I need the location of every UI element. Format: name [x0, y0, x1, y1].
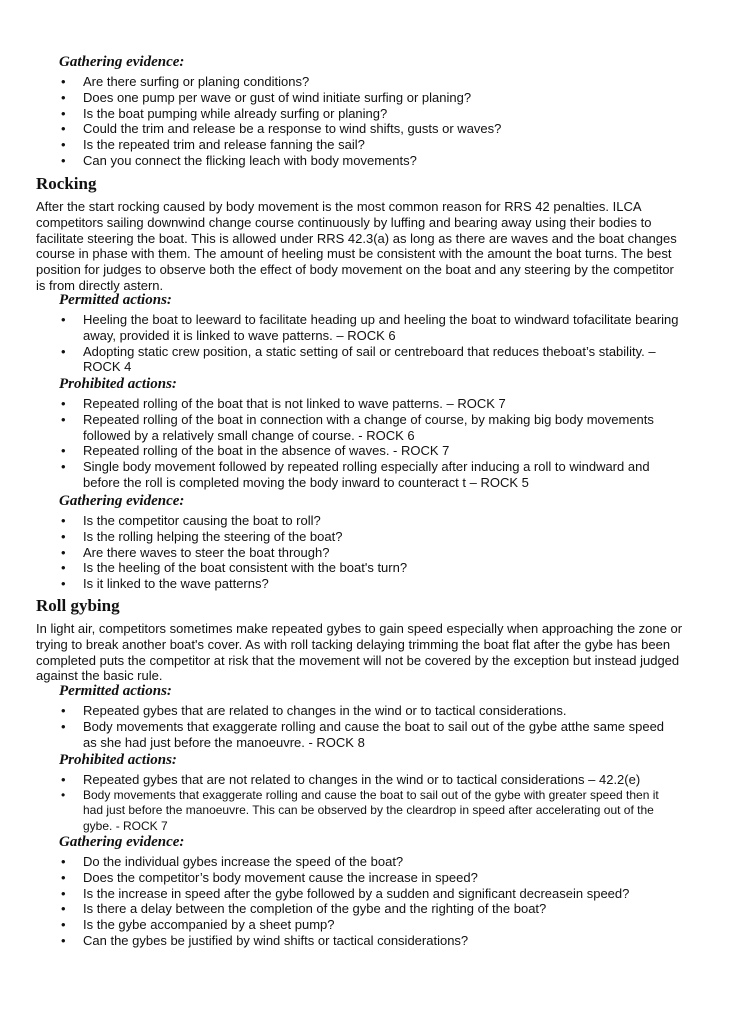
list-item: • Body movements that exaggerate rolling and cause the boat to sail out of the gybe atthe same speed as she had just before the manoeuvre. - ROCK 8	[59, 719, 679, 751]
gathering-evidence-list	[59, 74, 679, 169]
prohibited-actions-heading: Prohibited actions:	[59, 376, 177, 392]
list-item: • Adopting static crew position, a static setting of sail or centreboard that reduces theboat’s stability. – ROCK 4	[59, 344, 679, 376]
prohibited-actions-list	[59, 396, 679, 491]
section-title-roll-gybing: Roll gybing	[36, 596, 120, 615]
list-item: • Is the boat pumping while already surfing or planing?	[59, 106, 679, 122]
list-item: • Is the competitor causing the boat to roll?	[59, 513, 679, 529]
list-item: • Is the increase in speed after the gybe followed by a sudden and significant decreasein speed?	[59, 886, 679, 902]
permitted-actions-heading: Permitted actions:	[59, 292, 172, 308]
gathering-evidence-heading: Gathering evidence:	[59, 493, 185, 509]
list-item: • Repeated rolling of the boat in the absence of waves. - ROCK 7	[59, 443, 679, 459]
list-item: • Heeling the boat to leeward to facilitate heading up and heeling the boat to windward tofacilitate bearing away, provided it is linked to wave patterns. – ROCK 6	[59, 312, 679, 344]
list-item: • Do the individual gybes increase the speed of the boat?	[59, 854, 679, 870]
permitted-actions-list	[59, 703, 679, 750]
list-item: • Does the competitor’s body movement cause the increase in speed?	[59, 870, 679, 886]
list-item: • Is it linked to the wave patterns?	[59, 576, 679, 592]
list-item: • Could the trim and release be a response to wind shifts, gusts or waves?	[59, 121, 679, 137]
list-item: • Repeated rolling of the boat in connection with a change of course, by making big body movements followed by a relatively small change of course. - ROCK 6	[59, 412, 679, 444]
list-item: • Single body movement followed by repeated rolling especially after inducing a roll to windward and before the roll is completed moving the body inward to counteract t – ROCK 5	[59, 459, 679, 491]
prohibited-actions-list	[59, 772, 679, 834]
permitted-actions-heading: Permitted actions:	[59, 683, 172, 699]
list-item: • Body movements that exaggerate rolling and cause the boat to sail out of the gybe with greater speed then it had just before the manoeuvre. This can be observed by the cleardrop in speed after accelerating out of the gybe. - ROCK 7	[59, 788, 679, 835]
list-item: • Repeated gybes that are not related to changes in the wind or to tactical considerations – 42.2(e)	[59, 772, 679, 788]
list-item: • Is the rolling helping the steering of the boat?	[59, 529, 679, 545]
gathering-evidence-heading: Gathering evidence:	[59, 54, 185, 70]
list-item: • Is the repeated trim and release fanning the sail?	[59, 137, 679, 153]
gathering-evidence-list	[59, 854, 679, 949]
list-item: • Can you connect the flicking leach with body movements?	[59, 153, 679, 169]
roll-gybing-paragraph: In light air, competitors sometimes make repeated gybes to gain speed especially when approaching the zone or trying to break another boat's cover. As with roll tacking delaying trimming the boat flat after the gybe has been completed puts the competitor at risk that the movement will not be covered by the exception but instead judged against the basic rule.	[36, 621, 683, 684]
permitted-actions-list	[59, 312, 679, 375]
list-item: • Can the gybes be justified by wind shifts or tactical considerations?	[59, 933, 679, 949]
prohibited-actions-heading: Prohibited actions:	[59, 752, 177, 768]
section-title-rocking: Rocking	[36, 174, 97, 193]
gathering-evidence-list	[59, 513, 679, 592]
list-item: • Does one pump per wave or gust of wind initiate surfing or planing?	[59, 90, 679, 106]
list-item: • Is the gybe accompanied by a sheet pump?	[59, 917, 679, 933]
list-item: • Repeated gybes that are related to changes in the wind or to tactical considerations.	[59, 703, 679, 719]
list-item: • Are there surfing or planing conditions?	[59, 74, 679, 90]
list-item: • Is the heeling of the boat consistent with the boat's turn?	[59, 560, 679, 576]
list-item: • Are there waves to steer the boat through?	[59, 545, 679, 561]
gathering-evidence-heading: Gathering evidence:	[59, 834, 185, 850]
list-item: • Repeated rolling of the boat that is not linked to wave patterns. – ROCK 7	[59, 396, 679, 412]
list-item: • Is there a delay between the completion of the gybe and the righting of the boat?	[59, 901, 679, 917]
rocking-paragraph: After the start rocking caused by body movement is the most common reason for RRS 42 penalties. ILCA competitors sailing downwind change course continuously by luffing and bearing away using their bodies to facilitate steering the boat. This is allowed under RRS 42.3(a) as long as there are waves and the boat changes course in phase with them. The amount of heeling must be consistent with the amount the boat turns. The best position for judges to observe both the effect of body movement on the boat and any steering by the competitor is from directly astern.	[36, 199, 677, 293]
